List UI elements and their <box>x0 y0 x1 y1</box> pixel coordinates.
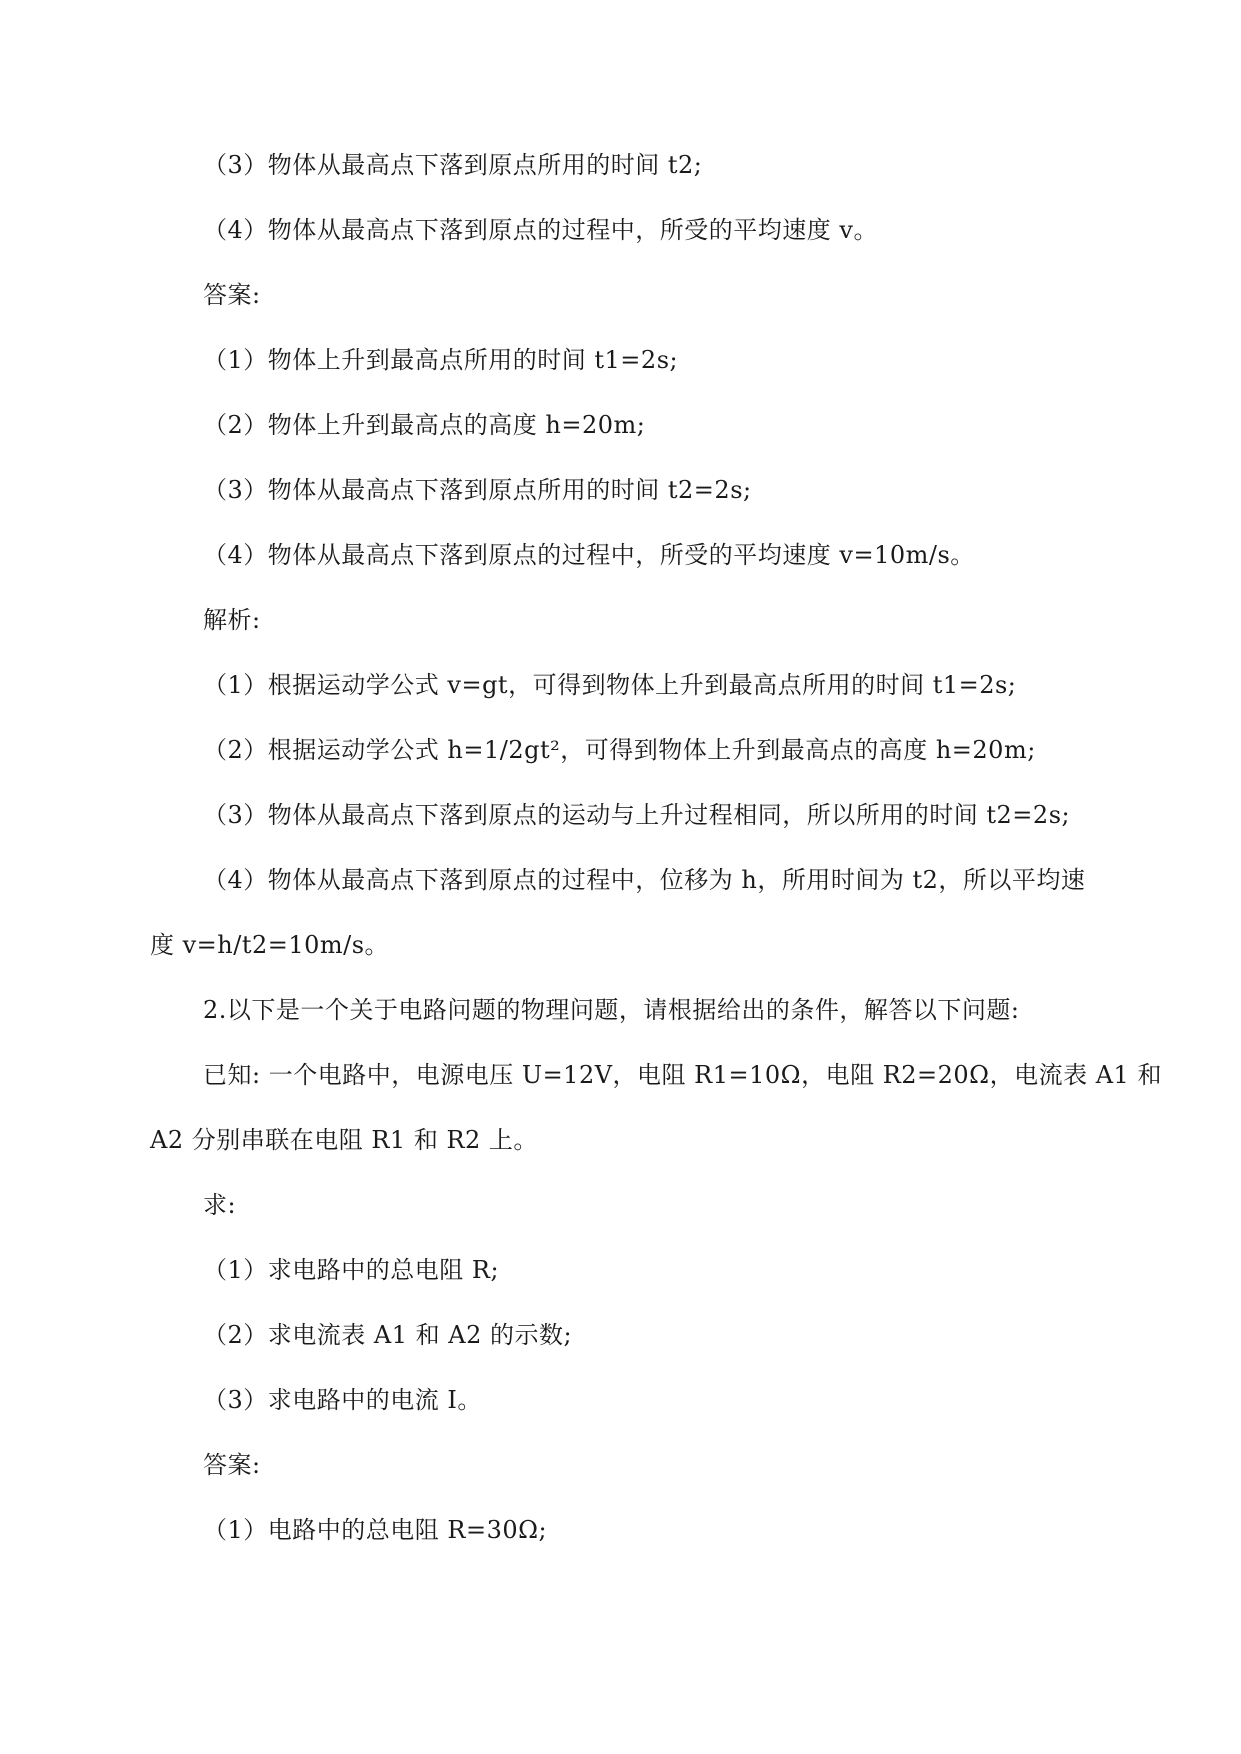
text-line: 答案: <box>203 281 261 309</box>
text-line: （2）求电流表 A1 和 A2 的示数; <box>203 1321 573 1349</box>
text-line: （1）电路中的总电阻 R=30Ω; <box>203 1516 548 1544</box>
text-line: （2）物体上升到最高点的高度 h=20m; <box>203 411 646 439</box>
text-line: 度 v=h/t2=10m/s。 <box>150 931 390 959</box>
text-line: 解析: <box>203 606 261 634</box>
text-line: 已知: 一个电路中，电源电压 U=12V，电阻 R1=10Ω，电阻 R2=20Ω，电流表 A1 和 <box>203 1061 1162 1089</box>
text-line: （4）物体从最高点下落到原点的过程中，位移为 h，所用时间为 t2，所以平均速 <box>203 866 1086 894</box>
text-line: 求: <box>203 1191 237 1219</box>
text-line: （3）物体从最高点下落到原点所用的时间 t2; <box>203 151 703 179</box>
text-line: （3）求电路中的电流 I。 <box>203 1386 482 1414</box>
text-line: A2 分别串联在电阻 R1 和 R2 上。 <box>150 1126 538 1154</box>
text-line: （1）根据运动学公式 v=gt，可得到物体上升到最高点所用的时间 t1=2s; <box>203 671 1017 699</box>
text-line: （2）根据运动学公式 h=1/2gt²，可得到物体上升到最高点的高度 h=20m; <box>203 736 1036 764</box>
text-line: 2.以下是一个关于电路问题的物理问题，请根据给出的条件，解答以下问题: <box>203 996 1020 1024</box>
text-line: （1）物体上升到最高点所用的时间 t1=2s; <box>203 346 679 374</box>
text-line: （1）求电路中的总电阻 R; <box>203 1256 500 1284</box>
text-line: （4）物体从最高点下落到原点的过程中，所受的平均速度 v=10m/s。 <box>203 541 975 569</box>
text-line: （4）物体从最高点下落到原点的过程中，所受的平均速度 v。 <box>203 216 878 244</box>
text-line: 答案: <box>203 1451 261 1479</box>
text-line: （3）物体从最高点下落到原点的运动与上升过程相同，所以所用的时间 t2=2s; <box>203 801 1071 829</box>
text-line: （3）物体从最高点下落到原点所用的时间 t2=2s; <box>203 476 752 504</box>
